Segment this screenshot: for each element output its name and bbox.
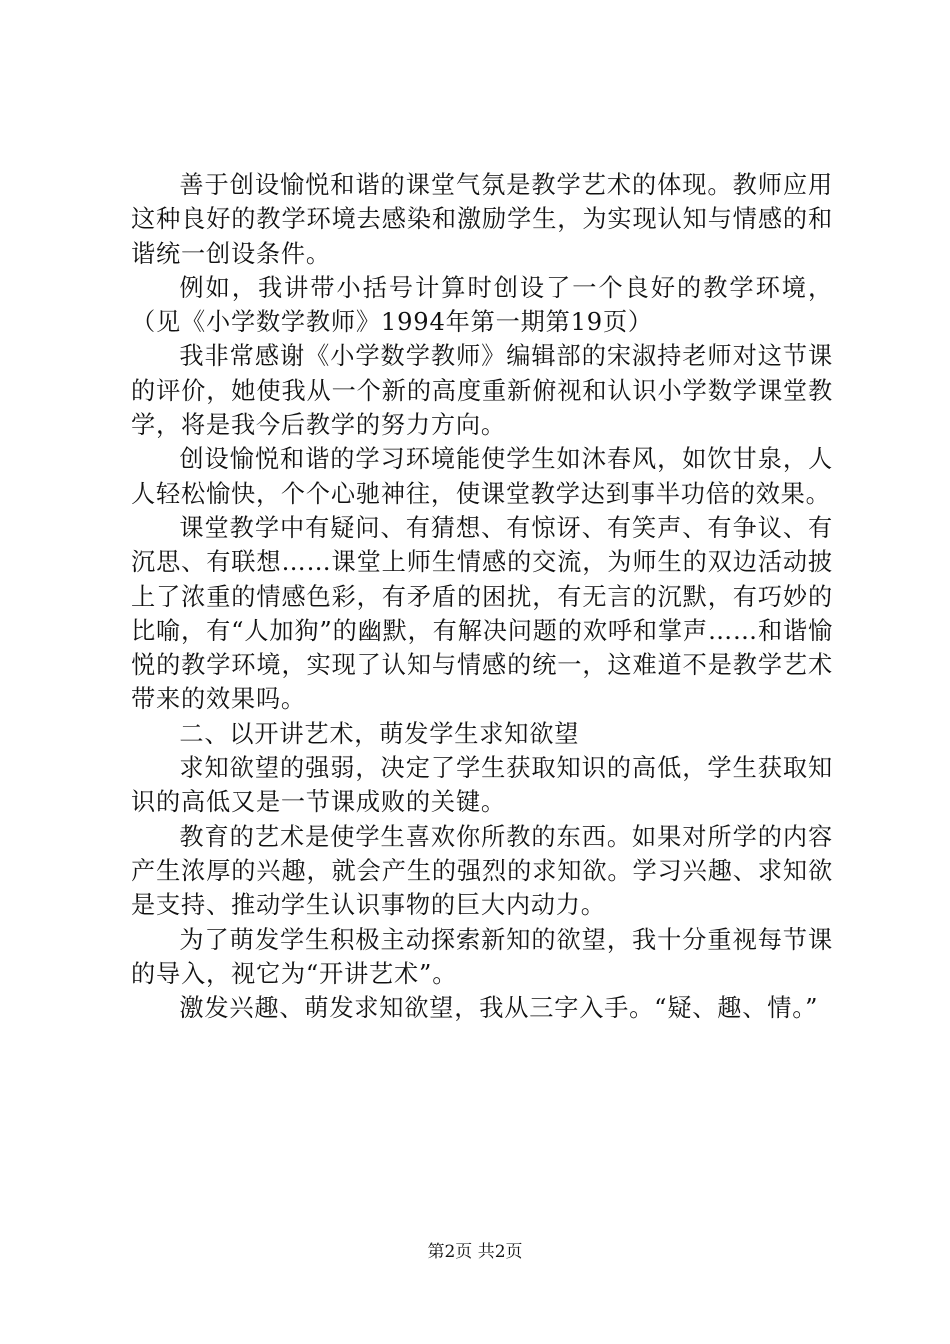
paragraph-10: 激发兴趣、萌发求知欲望，我从三字入手。“疑、趣、情。” [179, 994, 819, 1023]
paragraph-1: 善于创设愉悦和谐的课堂气氛是教学艺术的体现。教师应用这种良好的教学环境去感染和激励学生，为实现认知与情感的和谐统一创设条件。 [131, 171, 833, 268]
section-heading: 二、以开讲艺术，萌发学生求知欲望 [179, 719, 580, 748]
paragraph-7: 求知欲望的强弱，决定了学生获取知识的高低，学生获取知识的高低又是一节课成败的关键。 [131, 754, 833, 817]
paragraph-5: 课堂教学中有疑问、有猜想、有惊讶、有笑声、有争议、有沉思、有联想……课堂上师生情感的交流，为师生的双边活动披上了浓重的情感色彩，有矛盾的困扰，有无言的沉默，有巧妙的比喻，有“人加狗”的幽默，有解决问题的欢呼和掌声……和谐愉悦的教学环境，实现了认知与情感的统一，这难道不是教学艺术带来的效果吗。 [131, 513, 833, 714]
paragraph-2: 例如，我讲带小括号计算时创设了一个良好的教学环境，（见《小学数学教师》1994年第一期第19页） [131, 273, 833, 337]
paragraph-4: 创设愉悦和谐的学习环境能使学生如沐春风，如饮甘泉，人人轻松愉快，个个心驰神往，使课堂教学达到事半功倍的效果。 [131, 445, 833, 508]
page-number-footer: 第2页 共2页 [427, 1242, 523, 1262]
document-body [131, 168, 833, 1025]
paragraph-8: 教育的艺术是使学生喜欢你所教的东西。如果对所学的内容产生浓厚的兴趣，就会产生的强烈的求知欲。学习兴趣、求知欲是支持、推动学生认识事物的巨大内动力。 [131, 822, 833, 920]
paragraph-3: 我非常感谢《小学数学教师》编辑部的宋淑持老师对这节课的评价，她使我从一个新的高度重新俯视和认识小学数学课堂教学，将是我今后教学的努力方向。 [131, 342, 833, 440]
paragraph-9: 为了萌发学生积极主动探索新知的欲望，我十分重视每节课的导入，视它为“开讲艺术”。 [131, 925, 833, 988]
